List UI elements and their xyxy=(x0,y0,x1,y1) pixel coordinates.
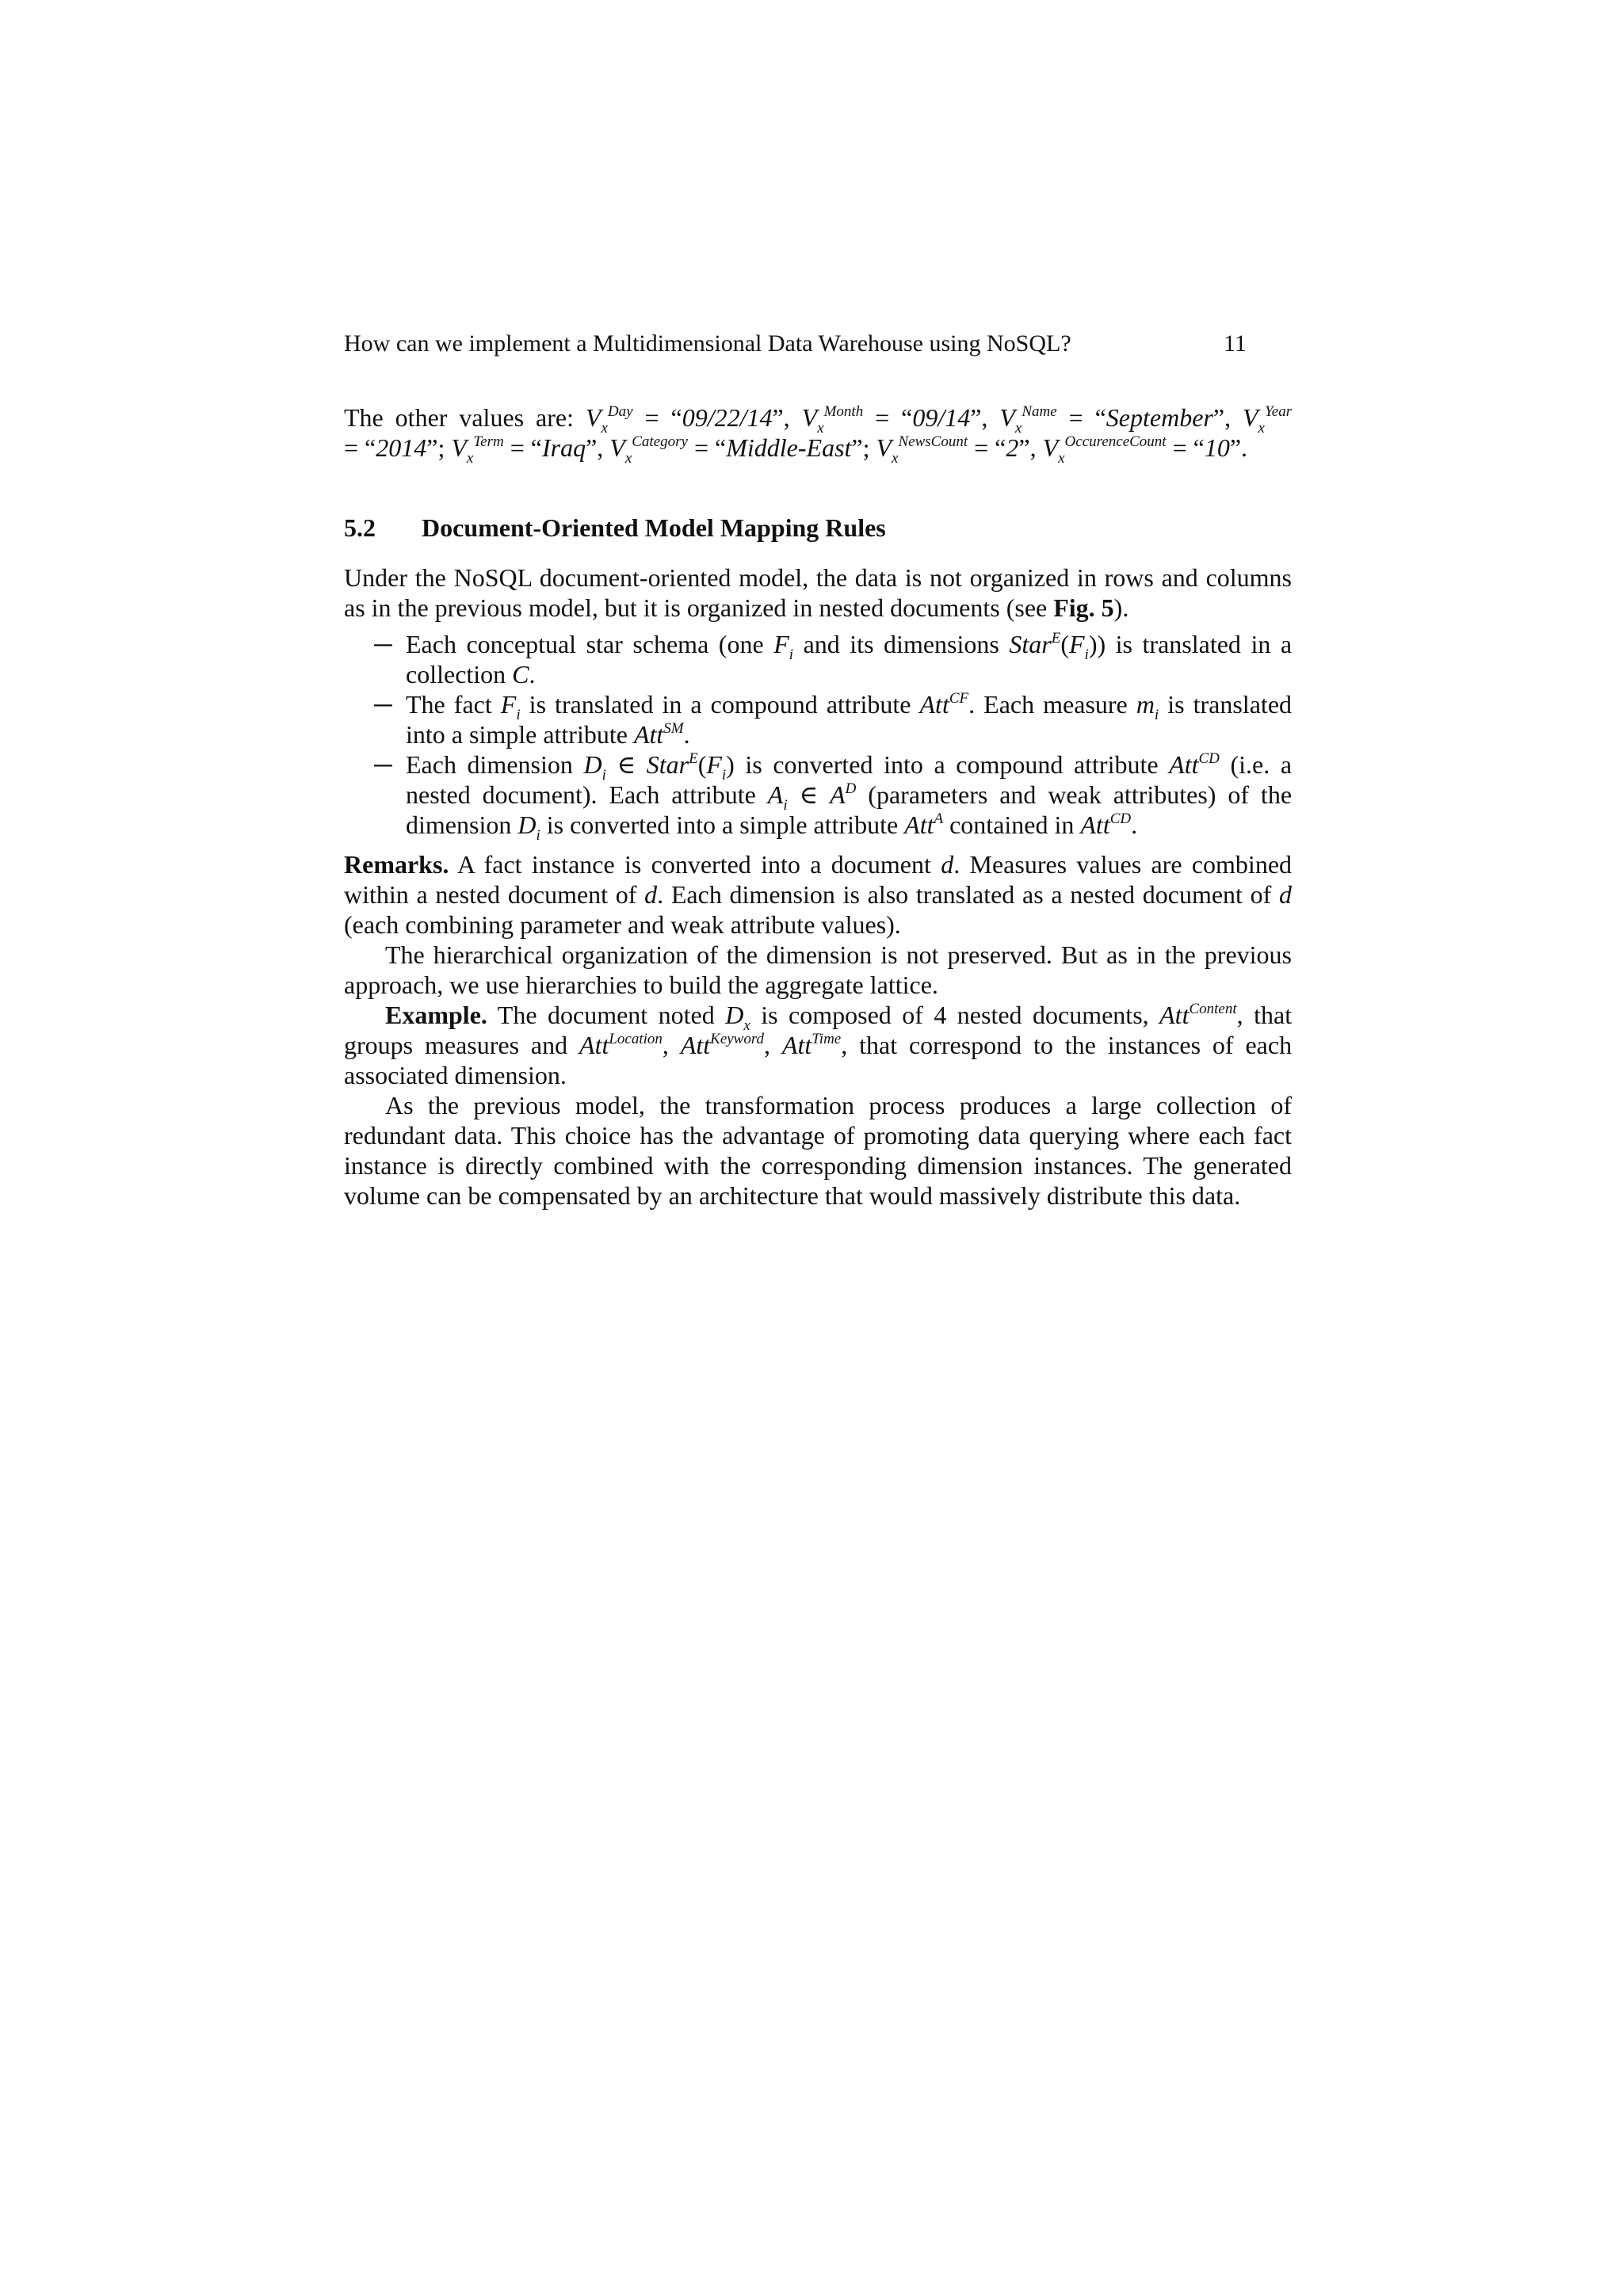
section-heading xyxy=(344,512,1292,543)
page-number: 11 xyxy=(1224,330,1247,357)
closing-paragraph: As the previous model, the transformation process produces a large collection of redundant data. This choice has the advantage of promoting data querying where each fact instance is directly combined with the corresponding dimension instances. The generated volume can be compensated by an architecture that would massively distribute this data. xyxy=(344,1091,1292,1210)
mapping-rules-list xyxy=(344,629,1293,844)
dash-bullet-icon: ─ xyxy=(374,690,392,719)
dash-bullet-icon: ─ xyxy=(374,630,392,658)
list-item: ─ Each dimension $D_i$ ∈ $Star^E(F_i)$ is converted into a compound attribute Att$^{CD}$ (i.e. a nested document). Each attribute $A_i$ ∈ $A^D$ (parameters and weak attributes) of the dimension $D_i$ is converted into a simple attribute Att$^A$ contained in Att$^{CD}$. xyxy=(374,750,1293,844)
running-title: How can we implement a Multidimensional Data Warehouse using NoSQL? xyxy=(344,330,1071,357)
hierarchy-paragraph: The hierarchical organization of the dimension is not preserved. But as in the previous approach, we use hierarchies to build the aggregate lattice. xyxy=(344,940,1292,999)
page-body xyxy=(344,402,1292,1211)
intro-paragraph: Under the NoSQL document-oriented model, the data is not organized in rows and columns as in the previous model, but it is organized in nested documents (see Fig. 5). xyxy=(344,563,1292,622)
list-item: ─ Each conceptual star schema (one $F_i$ and its dimensions $Star^E(F_i)$) is translated in a collection C. xyxy=(374,630,1293,688)
example-label: Example. xyxy=(385,1001,487,1029)
dash-bullet-icon: ─ xyxy=(374,750,392,779)
list-item: ─ The fact $F_i$ is translated in a compound attribute Att$^{CF}$. Each measure $m_i$ is translated into a simple attribute Att℠. xyxy=(374,690,1293,749)
section-number: 5.2 xyxy=(344,513,376,542)
remarks-paragraph: Remarks. A fact instance is converted into a document d. Measures values are combined within a nested document of d. Each dimension is also translated as a nested document of d (each combining parameter and weak attribute values). xyxy=(344,850,1293,939)
remarks-label: Remarks. xyxy=(344,850,449,879)
values-paragraph: The other values are: $V_x^{Day}$ = “09/22/14”, $V_x^{Month}$ = “09/14”, $V_x^{Name}$ = “September”, $V_x^{Year}$ = “2014”; $V_x^{Term}$ = “Iraq”, $V_x^{Category}$ = “Middle-East”; $V_x^{NewsCount}$ = “2”, $V_x^{OccurenceCount}$ = “10”. xyxy=(344,403,1293,467)
section-title: Document-Oriented Model Mapping Rules xyxy=(422,513,886,542)
running-header xyxy=(344,326,1247,361)
figure-reference[interactable]: Fig. 5 xyxy=(1053,593,1114,622)
example-paragraph: Example. The document noted $D_x$ is composed of 4 nested documents, Att$^{Content}$, that groups measures and Att$^{Location}$, Att$^{Keyword}$, Att$^{Time}$, that correspond to the instances of each associated dimension. xyxy=(344,1001,1293,1089)
